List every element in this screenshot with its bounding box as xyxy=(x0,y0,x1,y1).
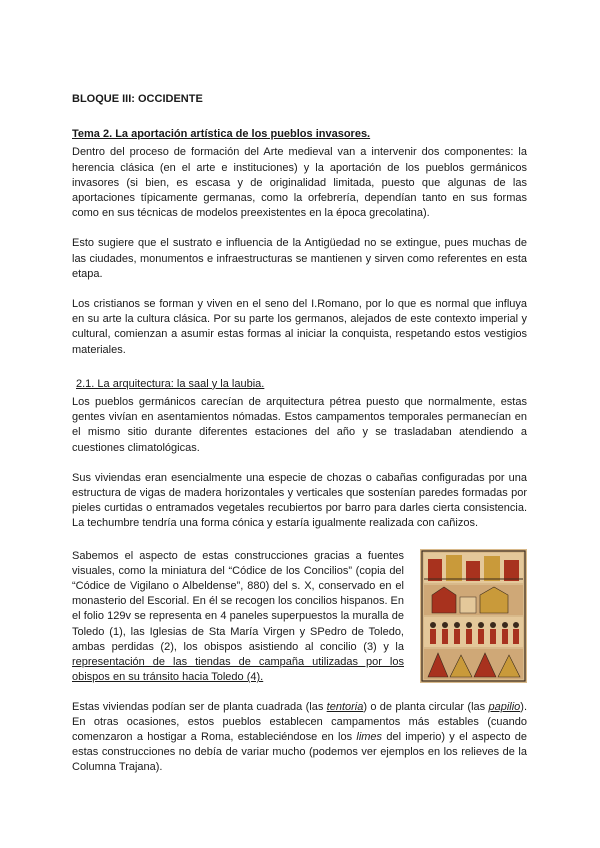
paragraph-7-d: del imperio) y el aspecto de estas construcciones no debía de variar mucho (podemos ver ejemplos en los relieves de la Columna Trajana). xyxy=(72,730,527,774)
codex-miniature-image xyxy=(420,549,527,683)
bloque-heading: BLOQUE III: OCCIDENTE xyxy=(72,93,203,105)
figure-row xyxy=(72,549,527,686)
paragraph-7-a: Estas viviendas podían ser de planta cuadrada (las xyxy=(72,700,327,713)
tentoria-term: tentoria xyxy=(326,700,364,713)
paragraph-3: Los cristianos se forman y viven en el seno del I.Romano, por lo que es normal que influya en su arte la cultura clásica. Por su parte los germanos, alejados de este contexto imperial y cultural, comienzan a asumir estas formas al iniciar la conquista, respetando estos vestigios materiales. xyxy=(72,298,527,356)
paragraph-6 xyxy=(72,549,404,686)
papilio-term: papilio xyxy=(488,700,521,713)
paragraph-7 xyxy=(72,700,527,776)
paragraph-6-underlined: representación de las tiendas de campaña utilizadas por los obispos en su tránsito hacia Toledo (4). xyxy=(72,656,404,684)
limes-term: limes xyxy=(356,730,383,743)
paragraph-5: Sus viviendas eran esencialmente una especie de chozas o cabañas configuradas por una estructura de vigas de madera horizontales y verticales que sostenían paredes formadas por pieles curtidas o entramados vegetales recubiertos por barro para darles cierta consistencia. La techumbre tendría una forma cónica y estaría igualmente realizada con cañizos. xyxy=(72,471,527,530)
paragraph-7-c: ). En otras ocasiones, estos pueblos establecen campamentos más estables (cuando comenzaron a hostigar a Roma, estableciéndose en los xyxy=(72,700,528,743)
section-title: 2.1. La arquitectura: la saal y la laubia. xyxy=(76,377,265,390)
tema-title: Tema 2. La aportación artística de los pueblos invasores. xyxy=(72,128,371,141)
paragraph-1: Dentro del proceso de formación del Arte medieval van a intervenir dos componentes: la herencia clásica (en el arte e instituciones) y la aportación de los pueblos germánicos invasores (si bien, es escasa y de originalidad limitada, puesto que algunas de las aportaciones típicamente germanas, como la orfebrería, dependían tanto en sus formas como en sus técnicas de modelos preexistentes en la época grecolatina). xyxy=(72,146,527,220)
paragraph-4: Los pueblos germánicos carecían de arquitectura pétrea puesto que normalmente, estas gentes vivían en asentamientos nómadas. Estos campamentos temporales permanecían en el mismo sitio durante diferentes estaciones del año y se trasladaban atendiendo a cuestiones climatológicas. xyxy=(72,396,527,454)
paragraph-6-text: Sabemos el aspecto de estas construcciones gracias a fuentes visuales, como la miniatura del “Códice de los Concilios” (copia del “Códice de Vigilano o Albeldense”, 880) del s. X, conservado en el monasterio del Escorial. En él se recogen los concilios hispanos. En el folio 129v se representa en 4 paneles superpuestos la muralla de Toledo (1), las Iglesias de Sta María Virgen y SPedro de Toledo, ambas perdidas (2), los obispos asistiendo al concilio (3) y la xyxy=(72,549,405,653)
paragraph-2: Esto sugiere que el sustrato e influencia de la Antigüedad no se extingue, pues muchas de las ciudades, monumentos e infraestructuras se mantienen y sirven como referentes en esta etapa. xyxy=(72,237,527,280)
paragraph-7-b: ) o de planta circular (las xyxy=(363,700,489,713)
document-page xyxy=(72,92,527,791)
